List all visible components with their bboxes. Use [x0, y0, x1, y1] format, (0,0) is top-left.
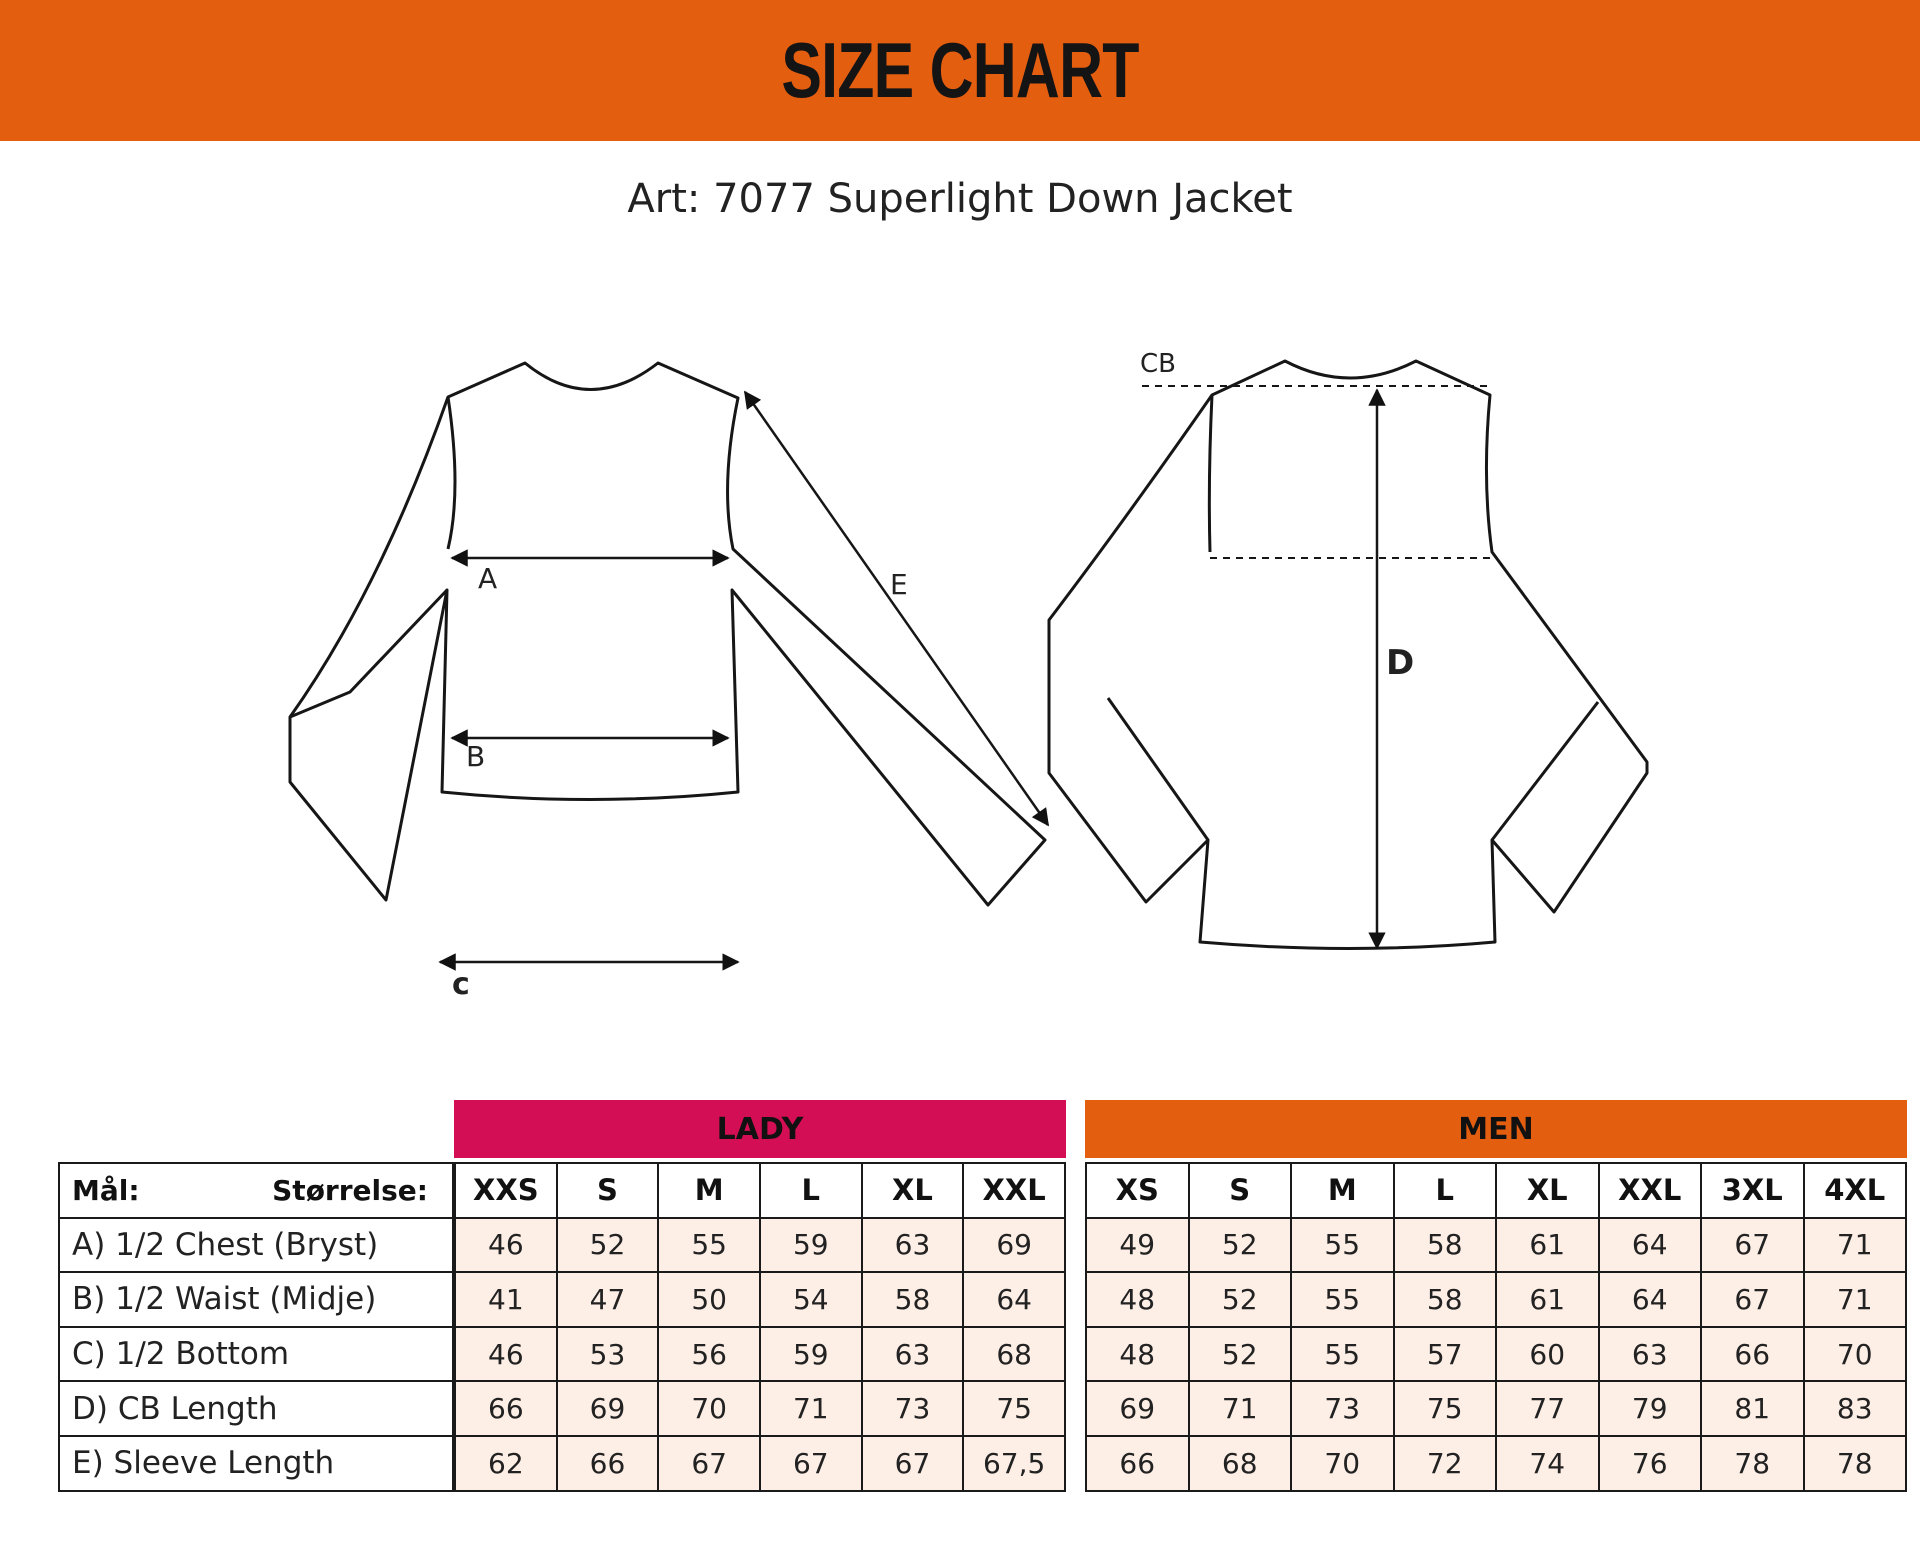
label-e: E: [890, 568, 908, 601]
men-value-cell: 61: [1496, 1272, 1599, 1327]
lady-value-cell: 62: [455, 1436, 557, 1491]
men-value-cell: 55: [1291, 1272, 1394, 1327]
table-row: [59, 1327, 453, 1382]
lady-size-header: S: [557, 1163, 659, 1218]
men-size-header: 3XL: [1701, 1163, 1804, 1218]
measurement-label: A) 1/2 Chest (Bryst): [59, 1218, 453, 1273]
men-value-cell: 49: [1086, 1218, 1189, 1273]
men-size-header: 4XL: [1804, 1163, 1907, 1218]
measurement-labels-table: [58, 1162, 454, 1492]
men-size-header-row: [1086, 1163, 1906, 1218]
labels-header-cell: [59, 1163, 453, 1218]
lady-value-cell: 64: [963, 1272, 1065, 1327]
lady-size-header: XL: [862, 1163, 964, 1218]
label-a: A: [478, 562, 498, 595]
label-d: D: [1386, 643, 1415, 683]
men-size-header: XS: [1086, 1163, 1189, 1218]
men-value-cell: 71: [1189, 1381, 1292, 1436]
men-value-cell: 63: [1599, 1327, 1702, 1382]
men-size-header: M: [1291, 1163, 1394, 1218]
men-value-cell: 77: [1496, 1381, 1599, 1436]
table-row: [455, 1218, 1065, 1273]
men-value-cell: 48: [1086, 1272, 1189, 1327]
table-row: [1086, 1218, 1906, 1273]
men-value-cell: 52: [1189, 1218, 1292, 1273]
labels-header-row: [59, 1163, 453, 1218]
lady-value-cell: 56: [658, 1327, 760, 1382]
measurement-label: E) Sleeve Length: [59, 1436, 453, 1491]
men-value-cell: 48: [1086, 1327, 1189, 1382]
table-row: [455, 1272, 1065, 1327]
men-size-header: S: [1189, 1163, 1292, 1218]
lady-value-cell: 50: [658, 1272, 760, 1327]
lady-size-header: XXL: [963, 1163, 1065, 1218]
men-value-cell: 67: [1701, 1218, 1804, 1273]
product-subtitle: Art: 7077 Superlight Down Jacket: [627, 176, 1293, 222]
men-value-cell: 73: [1291, 1381, 1394, 1436]
table-row: [1086, 1272, 1906, 1327]
men-size-header: L: [1394, 1163, 1497, 1218]
lady-value-cell: 52: [557, 1218, 659, 1273]
men-value-cell: 60: [1496, 1327, 1599, 1382]
lady-value-cell: 69: [963, 1218, 1065, 1273]
men-value-cell: 64: [1599, 1272, 1702, 1327]
front-jacket-sketch: [290, 363, 1045, 905]
lady-value-cell: 70: [658, 1381, 760, 1436]
men-value-cell: 58: [1394, 1218, 1497, 1273]
lady-value-cell: 67: [862, 1436, 964, 1491]
jacket-diagrams: [0, 320, 1920, 1020]
men-value-cell: 83: [1804, 1381, 1907, 1436]
lady-size-header: XXS: [455, 1163, 557, 1218]
men-size-header: XL: [1496, 1163, 1599, 1218]
lady-value-cell: 55: [658, 1218, 760, 1273]
table-row: [1086, 1381, 1906, 1436]
men-value-cell: 67: [1701, 1272, 1804, 1327]
lady-value-cell: 41: [455, 1272, 557, 1327]
lady-value-cell: 69: [557, 1381, 659, 1436]
men-value-cell: 57: [1394, 1327, 1497, 1382]
men-value-cell: 71: [1804, 1218, 1907, 1273]
men-value-cell: 71: [1804, 1272, 1907, 1327]
men-value-cell: 78: [1804, 1436, 1907, 1491]
men-value-cell: 72: [1394, 1436, 1497, 1491]
table-row: [59, 1272, 453, 1327]
table-row: [59, 1381, 453, 1436]
men-value-cell: 74: [1496, 1436, 1599, 1491]
men-value-cell: 64: [1599, 1218, 1702, 1273]
men-header: MEN: [1085, 1100, 1907, 1158]
measurement-label: C) 1/2 Bottom: [59, 1327, 453, 1382]
lady-value-cell: 71: [760, 1381, 862, 1436]
lady-value-cell: 58: [862, 1272, 964, 1327]
lady-value-cell: 63: [862, 1327, 964, 1382]
men-value-cell: 55: [1291, 1327, 1394, 1382]
back-measure-lines: [1142, 386, 1492, 948]
lady-value-cell: 46: [455, 1218, 557, 1273]
men-value-cell: 79: [1599, 1381, 1702, 1436]
men-value-cell: 66: [1086, 1436, 1189, 1491]
table-row: [1086, 1327, 1906, 1382]
lady-size-header: L: [760, 1163, 862, 1218]
lady-size-header: M: [658, 1163, 760, 1218]
lady-size-header-row: [455, 1163, 1065, 1218]
men-value-cell: 75: [1394, 1381, 1497, 1436]
men-value-cell: 58: [1394, 1272, 1497, 1327]
lady-value-cell: 66: [455, 1381, 557, 1436]
table-row: [455, 1436, 1065, 1491]
lady-value-cell: 68: [963, 1327, 1065, 1382]
lady-value-cell: 63: [862, 1218, 964, 1273]
men-size-table: [1085, 1162, 1907, 1492]
lady-value-cell: 59: [760, 1327, 862, 1382]
men-value-cell: 78: [1701, 1436, 1804, 1491]
men-value-cell: 69: [1086, 1381, 1189, 1436]
label-c: c: [452, 967, 470, 1002]
page-title: SIZE CHART: [781, 26, 1139, 114]
lady-size-table: [454, 1162, 1066, 1492]
measurement-label: D) CB Length: [59, 1381, 453, 1436]
size-heading: Størrelse:: [272, 1173, 428, 1207]
men-value-cell: 55: [1291, 1218, 1394, 1273]
lady-value-cell: 54: [760, 1272, 862, 1327]
table-row: [1086, 1436, 1906, 1491]
lady-value-cell: 67: [658, 1436, 760, 1491]
header-banner: [0, 0, 1920, 141]
lady-value-cell: 73: [862, 1381, 964, 1436]
table-row: [455, 1327, 1065, 1382]
lady-value-cell: 53: [557, 1327, 659, 1382]
men-value-cell: 70: [1804, 1327, 1907, 1382]
lady-value-cell: 66: [557, 1436, 659, 1491]
table-row: [59, 1436, 453, 1491]
men-value-cell: 52: [1189, 1272, 1292, 1327]
label-b: B: [466, 740, 486, 773]
men-value-cell: 52: [1189, 1327, 1292, 1382]
lady-value-cell: 46: [455, 1327, 557, 1382]
back-jacket-sketch: [1049, 361, 1647, 949]
men-value-cell: 76: [1599, 1436, 1702, 1491]
lady-value-cell: 47: [557, 1272, 659, 1327]
table-row: [59, 1218, 453, 1273]
men-value-cell: 70: [1291, 1436, 1394, 1491]
lady-header: LADY: [454, 1100, 1066, 1158]
men-value-cell: 68: [1189, 1436, 1292, 1491]
lady-value-cell: 67,5: [963, 1436, 1065, 1491]
lady-value-cell: 67: [760, 1436, 862, 1491]
measurement-label: B) 1/2 Waist (Midje): [59, 1272, 453, 1327]
men-value-cell: 81: [1701, 1381, 1804, 1436]
front-measure-lines: [440, 392, 1048, 962]
men-size-header: XXL: [1599, 1163, 1702, 1218]
label-cb: CB: [1140, 349, 1176, 379]
men-value-cell: 66: [1701, 1327, 1804, 1382]
lady-value-cell: 75: [963, 1381, 1065, 1436]
measure-heading: Mål:: [72, 1173, 140, 1207]
lady-value-cell: 59: [760, 1218, 862, 1273]
table-row: [455, 1381, 1065, 1436]
men-value-cell: 61: [1496, 1218, 1599, 1273]
